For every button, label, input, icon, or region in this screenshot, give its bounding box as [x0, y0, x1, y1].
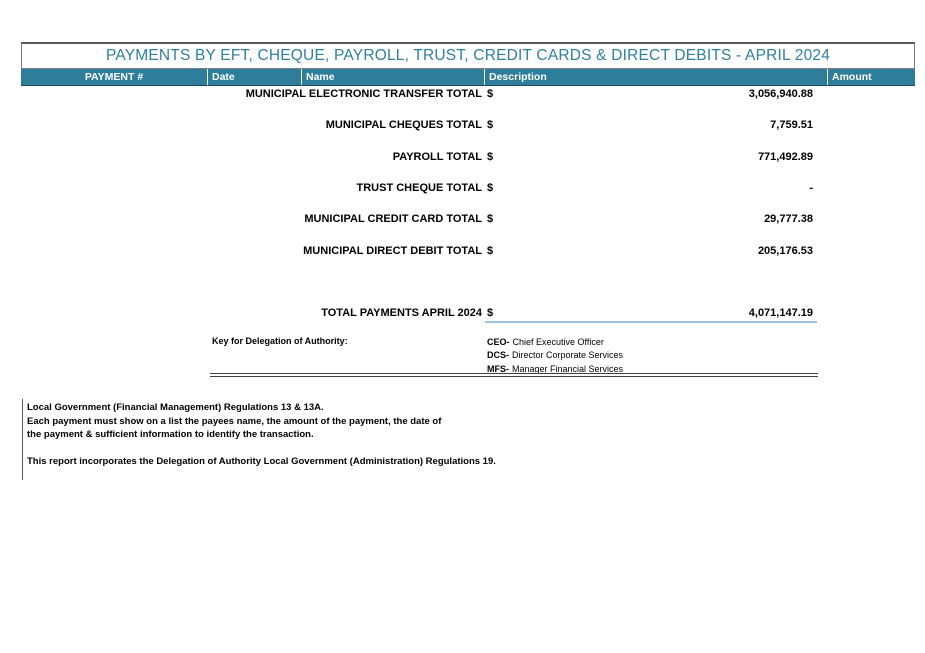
column-header-name: Name: [302, 69, 485, 85]
grand-total-amount: 4,071,147.19: [748, 307, 813, 319]
currency-symbol: $: [487, 182, 494, 194]
currency-symbol: $: [487, 245, 494, 257]
total-row-direct-debit: [21, 244, 915, 259]
column-header-row: [21, 69, 915, 86]
column-header-amount: Amount: [832, 71, 872, 83]
key-meaning: Chief Executive Officer: [512, 337, 604, 347]
column-header-description: Description: [485, 69, 828, 85]
row-label: PAYROLL TOTAL: [392, 151, 482, 163]
column-header-date: Date: [208, 69, 302, 85]
currency-symbol: $: [487, 119, 494, 131]
row-amount: 29,777.38: [764, 213, 813, 225]
grand-total-underline: [485, 321, 817, 323]
key-meaning: Manager Financial Services: [512, 363, 624, 374]
row-amount: -: [809, 182, 813, 194]
footnotes-block: [22, 399, 542, 480]
key-entries: [487, 336, 623, 376]
row-label: MUNICIPAL CHEQUES TOTAL: [325, 119, 482, 131]
grand-total-row: [21, 306, 915, 321]
row-amount: 205,176.53: [757, 245, 813, 257]
grand-total-label: TOTAL PAYMENTS APRIL 2024: [321, 307, 482, 319]
section-divider-line: [210, 373, 818, 377]
report-title: PAYMENTS BY EFT, CHEQUE, PAYROLL, TRUST, CREDIT CARDS & DIRECT DEBITS - APRIL 2024: [21, 42, 915, 69]
key-abbr: DCS-: [487, 350, 509, 361]
row-label: MUNICIPAL CREDIT CARD TOTAL: [304, 213, 482, 225]
key-entry-dcs: [487, 349, 623, 362]
column-header-payment: PAYMENT #: [21, 69, 208, 85]
footnote-line: This report incorporates the Delegation of Authority Local Government (Administration) Regulations 19.: [27, 455, 496, 467]
currency-symbol: $: [487, 88, 494, 100]
key-label: Key for Delegation of Authority:: [212, 336, 348, 346]
row-label: MUNICIPAL ELECTRONIC TRANSFER TOTAL: [245, 88, 482, 100]
row-label: TRUST CHEQUE TOTAL: [356, 182, 482, 194]
row-amount: 7,759.51: [770, 119, 813, 131]
footnote-line: the payment & sufficient information to identify the transaction.: [27, 429, 314, 440]
key-abbr: CEO-: [487, 337, 510, 347]
footnote-line: Each payment must show on a list the payees name, the amount of the payment, the date of: [27, 415, 442, 427]
row-label: MUNICIPAL DIRECT DEBIT TOTAL: [303, 245, 482, 257]
row-amount: 3,056,940.88: [748, 88, 813, 100]
currency-symbol: $: [487, 213, 494, 225]
total-row-cheques: [21, 118, 915, 133]
total-row-electronic-transfer: [21, 87, 915, 102]
row-amount: 771,492.89: [757, 151, 813, 163]
key-abbr: MFS-: [487, 363, 509, 374]
total-row-payroll: [21, 150, 915, 165]
total-row-trust-cheque: [21, 181, 915, 196]
currency-symbol: $: [487, 307, 494, 319]
key-entry-ceo: [487, 336, 623, 349]
footnote-line: Local Government (Financial Management) Regulations 13 & 13A.: [27, 402, 324, 413]
currency-symbol: $: [487, 151, 494, 163]
total-row-credit-card: [21, 212, 915, 227]
key-meaning: Director Corporate Services: [512, 350, 624, 361]
